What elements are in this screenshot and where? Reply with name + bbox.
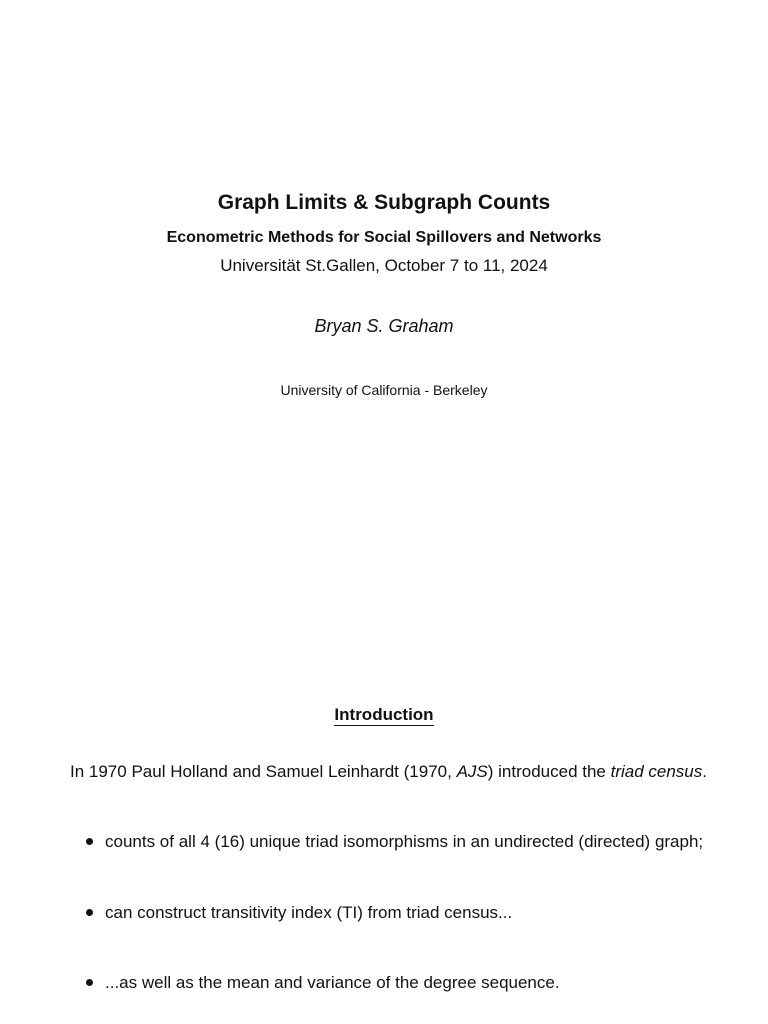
intro-text-3: . [702, 762, 708, 781]
section-heading-text: Introduction [334, 705, 434, 724]
affiliation: University of California - Berkeley [280, 382, 488, 398]
intro-text-2: ) introduced the [487, 762, 611, 781]
bullet-item [86, 973, 746, 993]
bullet-text: can construct transitivity index (TI) from triad census... [105, 903, 513, 922]
journal-name: AJS [456, 762, 488, 781]
bullet-icon [86, 979, 93, 986]
author: Bryan S. Graham [314, 316, 454, 336]
subtitle: Econometric Methods for Social Spillovers and Networks [166, 229, 602, 246]
intro-paragraph [70, 762, 750, 782]
intro-text-1: In 1970 Paul Holland and Samuel Leinhardt (1970, [70, 762, 457, 781]
title: Graph Limits & Subgraph Counts [217, 191, 551, 214]
bullet-item [86, 903, 746, 923]
bullet-text: counts of all 4 (16) unique triad isomorphisms in an undirected (directed) graph; [105, 832, 704, 851]
bullet-text: ...as well as the mean and variance of the degree sequence. [105, 973, 560, 992]
bullet-icon [86, 909, 93, 916]
section-heading [0, 705, 768, 725]
emphasized-term: triad census [610, 762, 703, 781]
venue-line: Universität St.Gallen, October 7 to 11, 2024 [220, 256, 548, 275]
bullet-icon [86, 838, 93, 845]
bullet-item [86, 832, 746, 852]
